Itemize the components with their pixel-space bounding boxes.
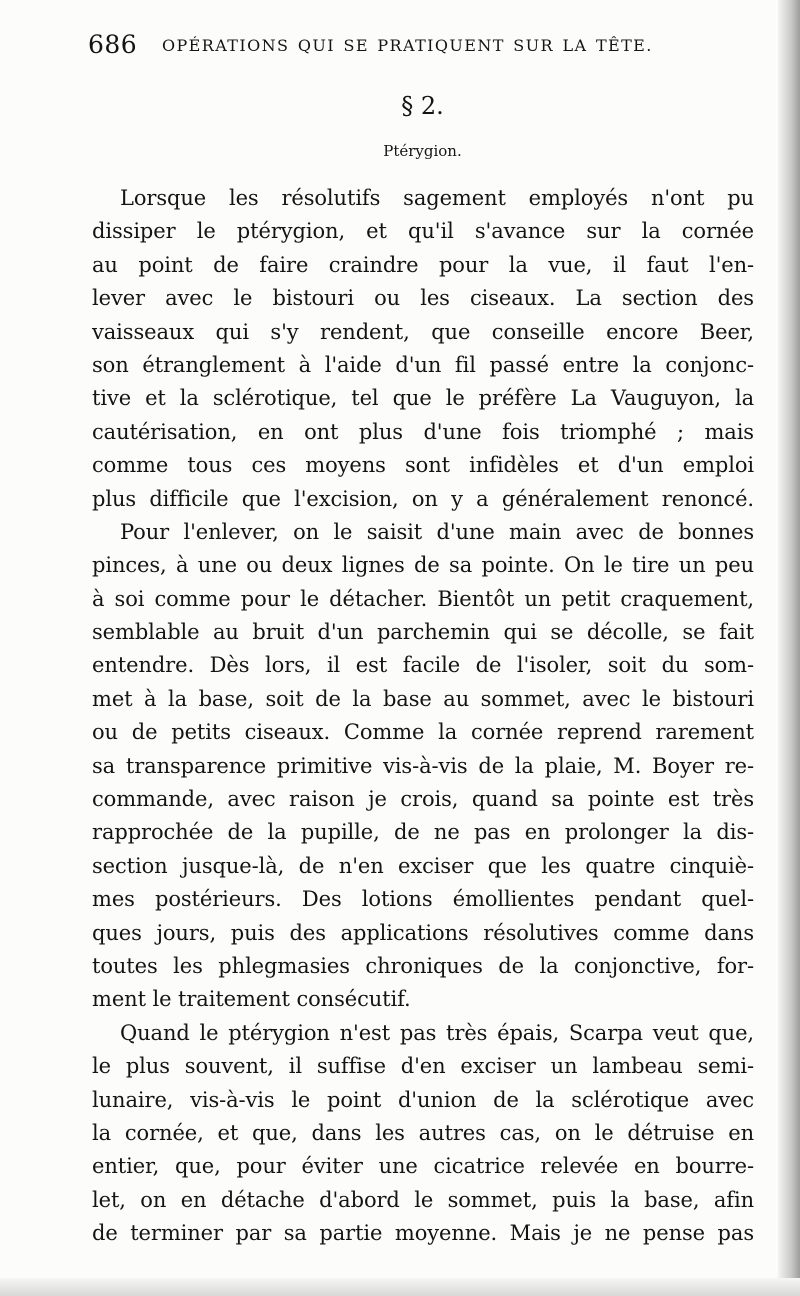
text-line: tive et la sclérotique, tel que le préfère La Vauguyon, la <box>92 386 754 411</box>
text-line: le plus souvent, il suffise d'en exciser un lambeau semi- <box>92 1054 754 1079</box>
text-line: ques jours, puis des applications résolutives comme dans <box>92 920 754 945</box>
text-line: let, on en détache d'abord le sommet, puis la base, afin <box>92 1187 754 1212</box>
section-number: § 2. <box>401 92 444 120</box>
text-line: cautérisation, en ont plus d'une fois triomphé ; mais <box>92 419 754 444</box>
text-line: mes postérieurs. Des lotions émollientes pendant quel- <box>92 887 754 912</box>
text-line: Pour l'enlever, on le saisit d'une main avec de bonnes <box>120 519 754 544</box>
text-line: à soi comme pour le détacher. Bientôt un petit craquement, <box>92 586 754 611</box>
page-bottom-shadow <box>0 1278 800 1296</box>
page-edge-shadow <box>778 0 800 1296</box>
text-line: entendre. Dès lors, il est facile de l'isoler, soit du som- <box>92 653 754 678</box>
text-line: commande, avec raison je crois, quand sa pointe est très <box>92 787 754 812</box>
text-line: sa transparence primitive vis-à-vis de la plaie, M. Boyer re- <box>92 753 754 778</box>
text-line: au point de faire craindre pour la vue, il faut l'en- <box>92 252 754 277</box>
text-line: vaisseaux qui s'y rendent, que conseille encore Beer, <box>92 319 754 344</box>
text-line: ou de petits ciseaux. Comme la cornée reprend rarement <box>92 720 754 745</box>
running-head: OPÉRATIONS QUI SE PRATIQUENT SUR LA TÊTE. <box>162 36 653 55</box>
page-header <box>88 30 688 66</box>
text-line: lever avec le bistouri ou les ciseaux. La section des <box>92 286 754 311</box>
section-title: Ptérygion. <box>383 142 462 160</box>
text-line: entier, que, pour éviter une cicatrice relevée en bourre- <box>92 1154 754 1179</box>
text-line: semblable au bruit d'un parchemin qui se décolle, se fait <box>92 620 754 645</box>
text-line: Quand le ptérygion n'est pas très épais, Scarpa veut que, <box>120 1020 754 1045</box>
body-text <box>92 182 754 1251</box>
text-line: de terminer par sa partie moyenne. Mais je ne pense pas <box>92 1221 754 1246</box>
text-line: pinces, à une ou deux lignes de sa pointe. On le tire un peu <box>92 553 754 578</box>
text-line: section jusque-là, de n'en exciser que les quatre cinquiè- <box>92 853 754 878</box>
text-line: met à la base, soit de la base au sommet, avec le bistouri <box>92 686 754 711</box>
text-line: Lorsque les résolutifs sagement employés n'ont pu <box>120 186 754 210</box>
text-line: dissiper le ptérygion, et qu'il s'avance sur la cornée <box>92 219 754 244</box>
text-line: rapprochée de la pupille, de ne pas en prolonger la dis- <box>92 820 754 845</box>
text-line: son étranglement à l'aide d'un fil passé entre la conjonc- <box>92 352 754 377</box>
text-line: la cornée, et que, dans les autres cas, on le détruise en <box>92 1120 754 1145</box>
text-line: ment le traitement consécutif. <box>92 987 411 1012</box>
page-number: 686 <box>88 30 138 59</box>
text-line: lunaire, vis-à-vis le point d'union de la sclérotique avec <box>92 1087 754 1112</box>
text-line: toutes les phlegmasies chroniques de la conjonctive, for- <box>92 953 754 978</box>
text-line: comme tous ces moyens sont infidèles et d'un emploi <box>92 453 754 478</box>
text-line: plus difficile que l'excision, on y a généralement renoncé. <box>92 486 754 511</box>
